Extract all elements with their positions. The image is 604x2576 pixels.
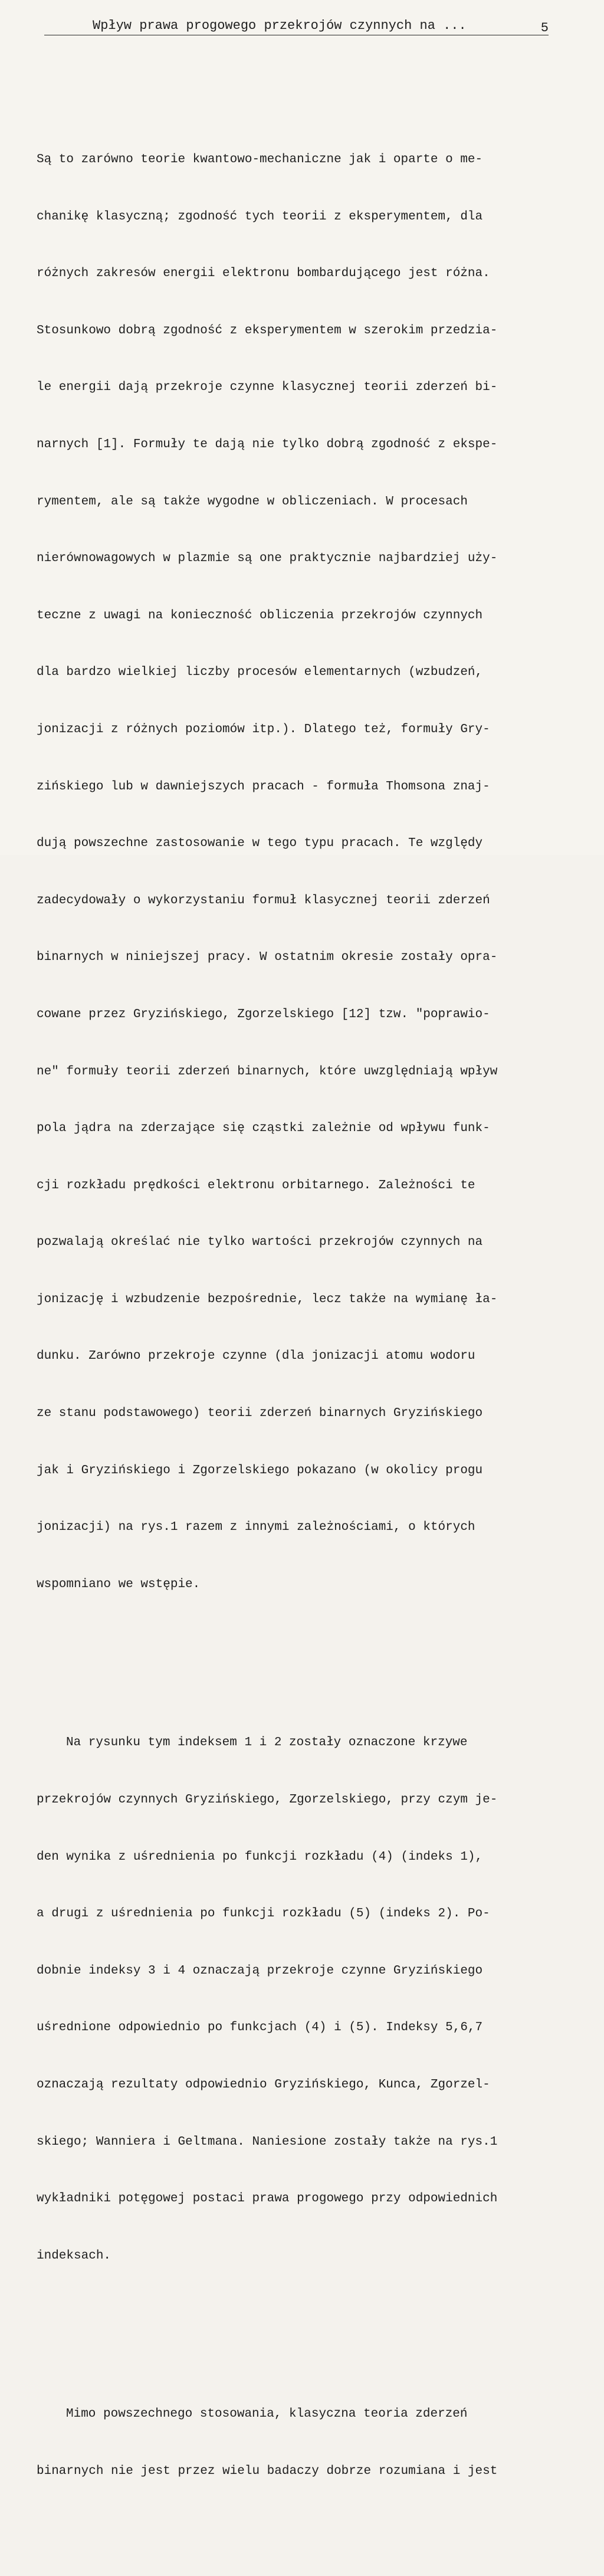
text-line: Mimo powszechnego stosowania, klasyczna teoria zderzeń bbox=[66, 2407, 468, 2421]
running-header bbox=[44, 18, 549, 37]
text-line: Na rysunku tym indeksem 1 i 2 zostały oznaczone krzywe bbox=[66, 1736, 468, 1750]
text-line: Stosunkowo dobrą zgodność z eksperymentem w szerokim przedzia- bbox=[37, 323, 498, 337]
text-line: le energii dają przekroje czynne klasycznej teorii zderzeń bi- bbox=[37, 381, 498, 395]
text-line: pozwalają określać nie tylko wartości przekrojów czynnych na bbox=[37, 1235, 483, 1250]
text-line: dunku. Zarówno przekroje czynne (dla jonizacji atomu wodoru bbox=[37, 1349, 475, 1364]
text-line: rymentem, ale są także wygodne w obliczeniach. W procesach bbox=[37, 494, 468, 509]
text-line: teczne z uwagi na konieczność obliczenia przekrojów czynnych bbox=[37, 608, 483, 622]
text-line: cji rozkładu prędkości elektronu orbitarnego. Zależności te bbox=[37, 1178, 475, 1192]
text-line: dują powszechne zastosowanie w tego typu pracach. Te względy bbox=[37, 837, 483, 851]
paragraph-1 bbox=[37, 113, 556, 1633]
text-line: narnych [1]. Formuły te dają nie tylko dobrą zgodność z ekspe- bbox=[37, 437, 498, 451]
page-number: 5 bbox=[540, 21, 549, 35]
text-line: dla bardzo wielkiej liczby procesów elementarnych (wzbudzeń, bbox=[37, 666, 483, 680]
text-line: a drugi z uśrednienia po funkcji rozkładu (5) (indeks 2). Po- bbox=[37, 1907, 490, 1921]
text-line: binarnych nie jest przez wielu badaczy dobrze rozumiana i jest bbox=[37, 2464, 498, 2479]
text-line: den wynika z uśrednienia po funkcji rozkładu (4) (indeks 1), bbox=[37, 1850, 483, 1864]
text-line: skiego; Wanniera i Geltmana. Naniesione zostały także na rys.1 bbox=[37, 2135, 498, 2149]
text-line: zadecydowały o wykorzystaniu formuł klasycznej teorii zderzeń bbox=[37, 893, 490, 907]
text-line: wspomniano we wstępie. bbox=[37, 1577, 201, 1591]
body-text bbox=[37, 55, 556, 2576]
text-line: jonizacji) na rys.1 razem z innymi zależnościami, o których bbox=[37, 1520, 475, 1535]
text-line: indeksach. bbox=[37, 2249, 111, 2263]
text-line: przekrojów czynnych Gryzińskiego, Zgorzelskiego, przy czym je- bbox=[37, 1793, 498, 1807]
text-line: ne" formuły teorii zderzeń binarnych, które uwzględniają wpływ bbox=[37, 1064, 498, 1079]
text-line: zińskiego lub w dawniejszych pracach - formuła Thomsona znaj- bbox=[37, 779, 490, 794]
text-line: chanikę klasyczną; zgodność tych teorii z eksperymentem, dla bbox=[37, 209, 483, 224]
text-line: oznaczają rezultaty odpowiednio Gryzińskiego, Kunca, Zgorzel- bbox=[37, 2078, 490, 2092]
text-line: wykładniki potęgowej postaci prawa progowego przy odpowiednich bbox=[37, 2192, 498, 2206]
text-line: pola jądra na zderzające się cząstki zależnie od wpływu funk- bbox=[37, 1122, 490, 1136]
header-title: Wpływ prawa progowego przekrojów czynnych na ... bbox=[93, 18, 467, 33]
text-line: jak i Gryzińskiego i Zgorzelskiego pokazano (w okolicy progu bbox=[37, 1463, 483, 1477]
text-line: jonizacji z różnych poziomów itp.). Dlatego też, formuły Gry- bbox=[37, 722, 490, 736]
paragraph-3 bbox=[37, 2367, 556, 2519]
text-line: różnych zakresów energii elektronu bombardującego jest różna. bbox=[37, 267, 490, 281]
text-line: Są to zarówno teorie kwantowo-mechaniczne jak i oparte o me- bbox=[37, 153, 483, 167]
text-line: binarnych w niniejszej pracy. W ostatnim okresie zostały opra- bbox=[37, 951, 498, 965]
paragraph-2 bbox=[37, 1696, 556, 2303]
text-line: cowane przez Gryzińskiego, Zgorzelskiego [12] tzw. "poprawio- bbox=[37, 1007, 490, 1021]
text-line: uśrednione odpowiednio po funkcjach (4) i (5). Indeksy 5,6,7 bbox=[37, 2021, 483, 2035]
text-line: ze stanu podstawowego) teorii zderzeń binarnych Gryzińskiego bbox=[37, 1407, 483, 1421]
text-line: dobnie indeksy 3 i 4 oznaczają przekroje czynne Gryzińskiego bbox=[37, 1964, 483, 1978]
text-line: jonizację i wzbudzenie bezpośrednie, lecz także na wymianę ła- bbox=[37, 1292, 498, 1306]
text-line: nierównowagowych w plazmie są one praktycznie najbardziej uży- bbox=[37, 552, 498, 566]
